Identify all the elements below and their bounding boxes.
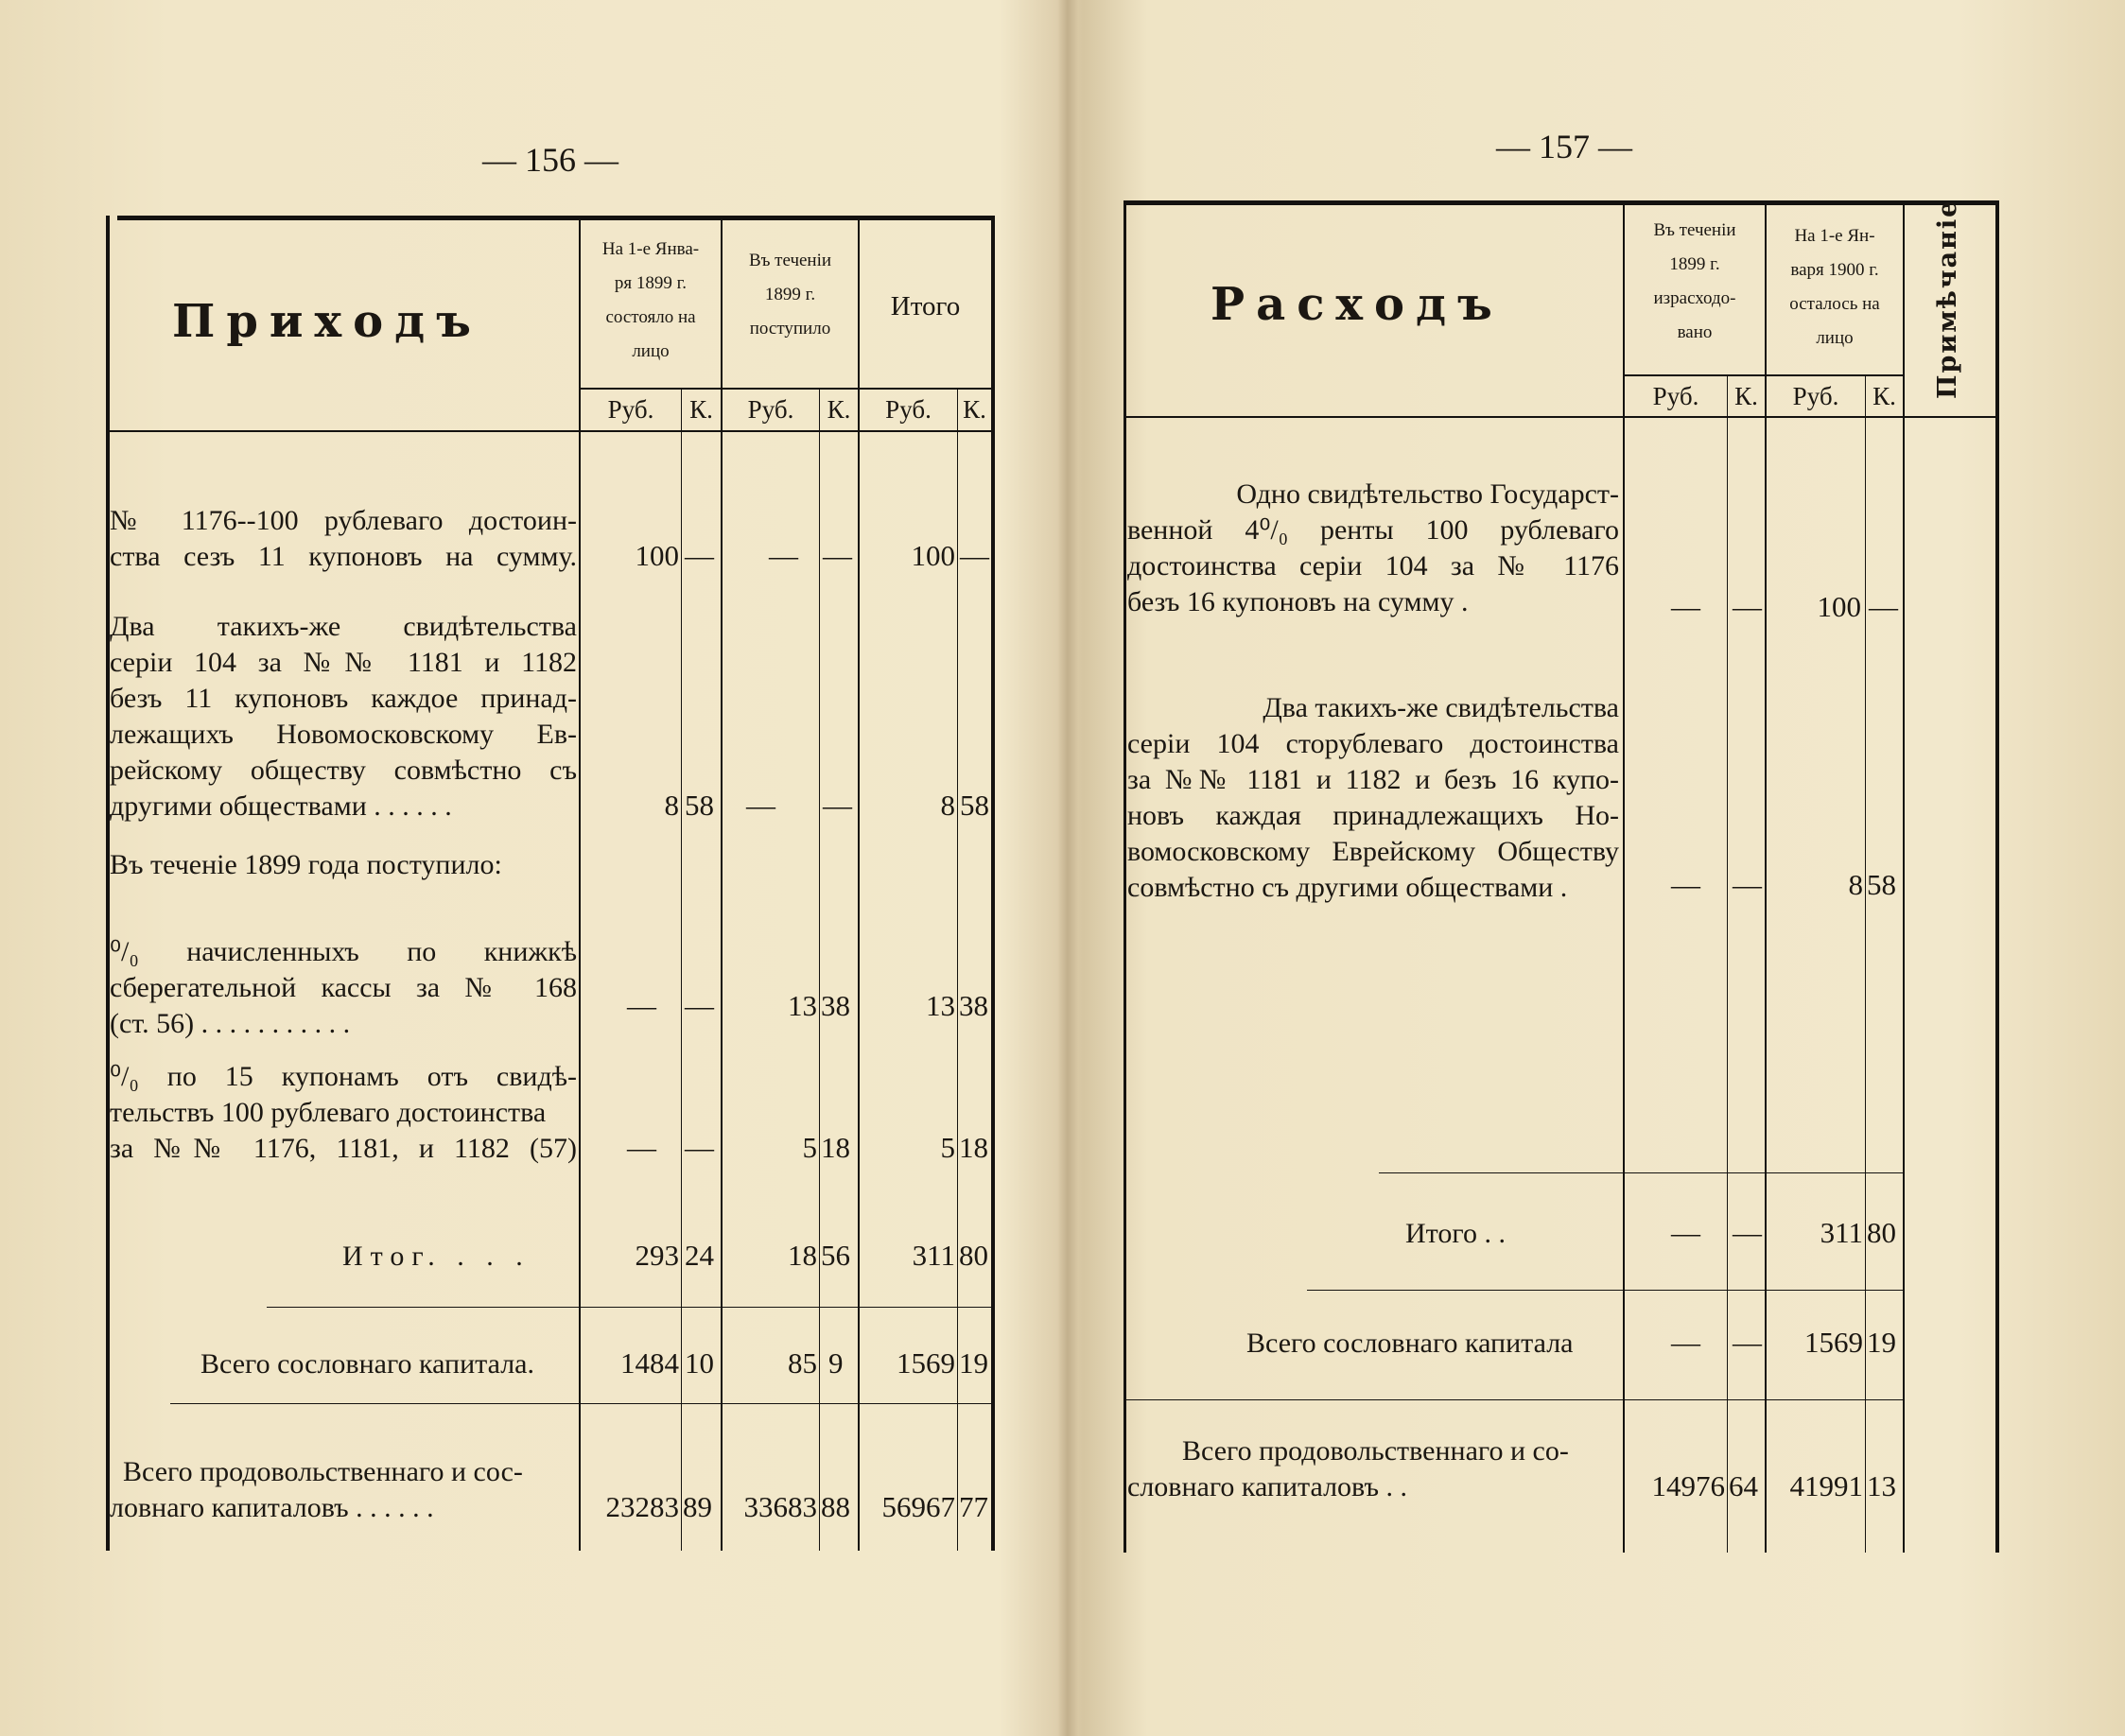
header-received: Въ теченіи 1899 г. поступило <box>748 251 832 339</box>
header-spent: Въ теченіи 1899 г. израсходо- вано <box>1653 220 1736 342</box>
unit-rub: Руб. <box>885 395 932 424</box>
unit-rub: Руб. <box>1652 382 1699 410</box>
header-remaining: На 1-е Ян- варя 1900 г. осталось на лицо <box>1789 226 1880 348</box>
unit-rub: Руб. <box>607 395 654 424</box>
unit-kop: К. <box>827 395 851 424</box>
header-total: Итого <box>890 291 961 321</box>
unit-rub: Руб. <box>747 395 794 424</box>
header-start-balance: На 1-е Янва- ря 1899 г. состояло на лицо <box>601 239 700 361</box>
book-gutter <box>1057 0 1078 1736</box>
section-heading: Въ теченіе 1899 года поступило: <box>110 849 502 880</box>
header-note: Примѣчаніе <box>1933 199 1962 399</box>
unit-rub: Руб. <box>1792 382 1839 410</box>
page-number: — 156 — <box>482 141 618 179</box>
income-title: Приходъ <box>172 295 482 348</box>
unit-kop: К. <box>1734 382 1758 410</box>
unit-kop: К. <box>963 395 986 424</box>
expense-title: Расходъ <box>1211 278 1504 331</box>
unit-kop: К. <box>689 395 713 424</box>
page-number: — 157 — <box>1496 128 1632 165</box>
unit-kop: К. <box>1872 382 1896 410</box>
